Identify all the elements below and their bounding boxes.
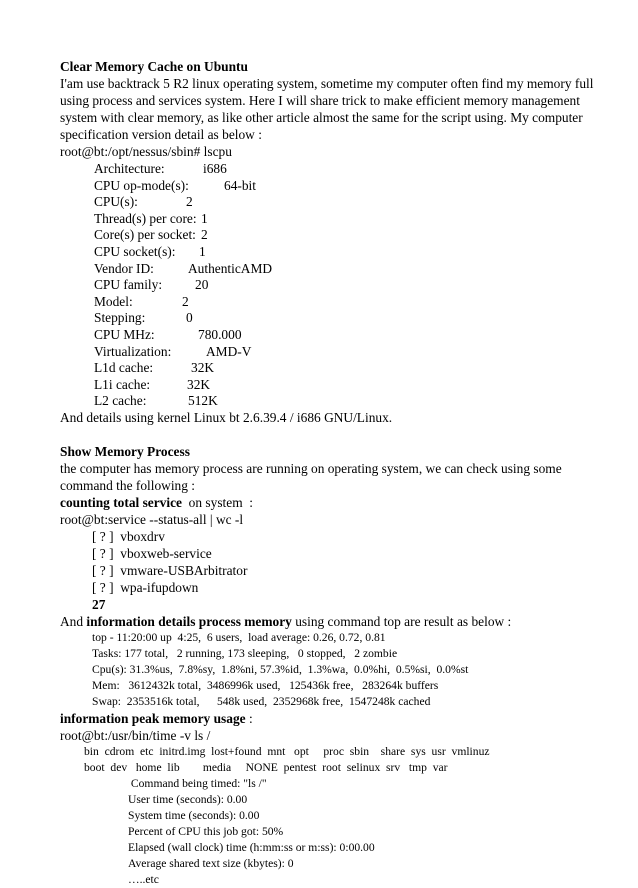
peak-heading: information peak memory usage : xyxy=(60,710,253,726)
service-line: [ ? ] vmware-USBArbitrator xyxy=(92,562,248,578)
section-title-show-memory: Show Memory Process xyxy=(60,443,190,459)
spec-row: Vendor ID: AuthenticAMD xyxy=(94,260,273,276)
document-body xyxy=(60,58,600,888)
top-heading: And information details process memory using command top are result as below : xyxy=(60,613,512,629)
spec-row: CPU socket(s): 1 xyxy=(94,243,206,259)
spec-row: CPU(s): 2 xyxy=(94,194,193,210)
spec-row: CPU MHz: 780.000 xyxy=(94,326,242,342)
cpu-spec-list xyxy=(60,160,600,409)
service-line: [ ? ] vboxdrv xyxy=(92,528,165,544)
spec-row: L1i cache: 32K xyxy=(94,376,211,392)
lscpu-command: root@bt:/opt/nessus/sbin# lscpu xyxy=(60,144,232,159)
spec-row: Architecture: i686 xyxy=(94,161,227,176)
time-output-line: …..etc xyxy=(128,872,159,886)
service-count-command: root@bt:service --status-all | wc -l xyxy=(60,511,244,527)
ls-output-line: bin cdrom etc initrd.img lost+found mnt opt proc sbin share sys usr vmlinuz xyxy=(84,744,490,758)
spec-row: Thread(s) per core: 1 xyxy=(94,210,208,226)
spec-row: Stepping: 0 xyxy=(94,310,193,326)
top-output-line: Tasks: 177 total, 2 running, 173 sleeping, 0 stopped, 2 zombie xyxy=(92,646,398,660)
top-output-line: Mem: 3612432k total, 3486996k used, 125436k free, 283264k buffers xyxy=(92,678,439,692)
memory-intro-paragraph: the computer has memory process are running on operating system, we can check using some command the following : xyxy=(60,460,562,493)
section-spacer xyxy=(60,426,600,443)
section-title-clear-memory: Clear Memory Cache on Ubuntu xyxy=(60,59,248,74)
service-line: [ ? ] vboxweb-service xyxy=(92,545,212,561)
spec-row: Core(s) per socket: 2 xyxy=(94,227,208,243)
time-command: root@bt:/usr/bin/time -v ls / xyxy=(60,727,211,743)
spec-row: L1d cache: 32K xyxy=(94,360,215,376)
intro-paragraph: I'am use backtrack 5 R2 linux operating system, sometime my computer often find my memory full using process and services system. Here I will share trick to make efficient memory management system with clear memory, as like other article almost the same for the script using. My computer specification version detail as below : xyxy=(60,76,594,142)
time-output-line: Percent of CPU this job got: 50% xyxy=(128,824,284,838)
kernel-details: And details using kernel Linux bt 2.6.39.4 / i686 GNU/Linux. xyxy=(60,409,393,425)
spec-row: Virtualization: AMD-V xyxy=(94,343,252,359)
time-output-line: Average shared text size (kbytes): 0 xyxy=(128,856,294,870)
top-output-line: Cpu(s): 31.3%us, 7.8%sy, 1.8%ni, 57.3%id, 1.3%wa, 0.0%hi, 0.5%si, 0.0%st xyxy=(92,662,469,676)
time-output-line: Elapsed (wall clock) time (h:mm:ss or m:ss): 0:00.00 xyxy=(128,840,375,854)
service-line: [ ? ] wpa-ifupdown xyxy=(92,579,199,595)
service-count: 27 xyxy=(92,596,106,612)
time-output-line: Command being timed: "ls /" xyxy=(128,776,267,790)
spec-row: CPU family: 20 xyxy=(94,277,209,293)
top-output-line: top - 11:20:00 up 4:25, 6 users, load average: 0.26, 0.72, 0.81 xyxy=(92,630,386,644)
spec-row: Model: 2 xyxy=(94,293,189,309)
top-output-line: Swap: 2353516k total, 548k used, 2352968k free, 1547248k cached xyxy=(92,694,431,708)
count-heading: counting total service on system : xyxy=(60,494,254,510)
time-output-line: User time (seconds): 0.00 xyxy=(128,792,248,806)
spec-row: L2 cache: 512K xyxy=(94,393,218,409)
ls-output-line: boot dev home lib media NONE pentest root selinux srv tmp var xyxy=(84,760,448,774)
spec-row: CPU op-mode(s): 64-bit xyxy=(94,177,256,193)
time-output-line: System time (seconds): 0.00 xyxy=(128,808,260,822)
